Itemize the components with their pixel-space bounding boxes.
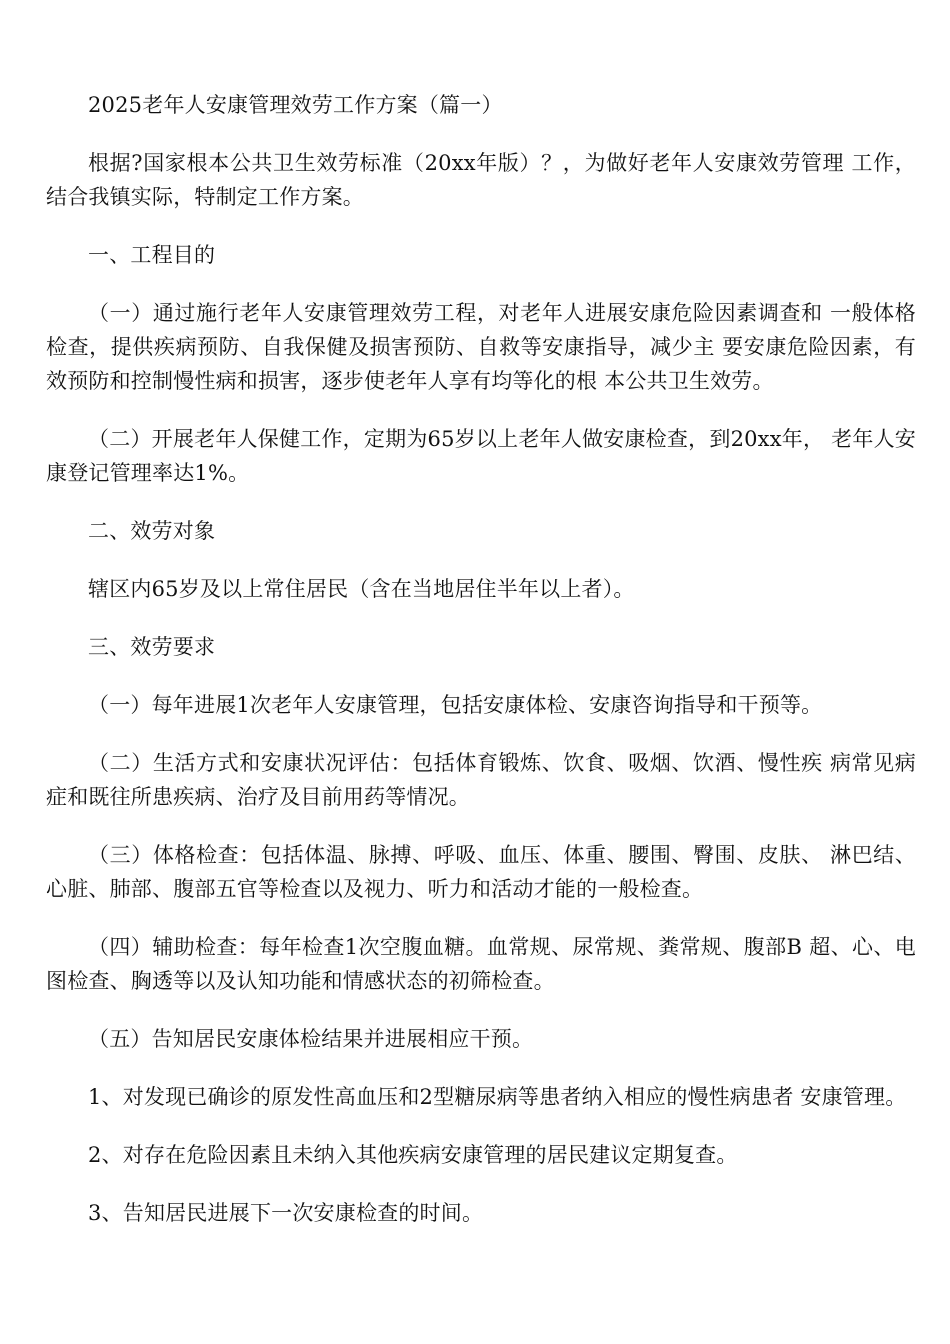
requirements-paragraph-4: （四）辅助检查：每年检查1次空腹血糖。血常规、尿常规、粪常规、腹部B 超、心、电图检查、胸透等以及认知功能和情感状态的初筛检查。 xyxy=(46,935,916,993)
requirements-paragraph-2: （二）生活方式和安康状况评估：包括体育锻炼、饮食、吸烟、饮酒、慢性疾 病常见病症和既往所患疾病、治疗及目前用药等情况。 xyxy=(46,751,916,809)
targets-paragraph: 辖区内65岁及以上常住居民（含在当地居住半年以上者）。 xyxy=(88,577,635,601)
requirements-paragraph-5: （五）告知居民安康体检结果并进展相应干预。 xyxy=(88,1027,534,1051)
document-title: 2025老年人安康管理效劳工作方案（篇一） xyxy=(88,93,503,117)
section-heading-requirements: 三、效劳要求 xyxy=(88,635,216,659)
intro-paragraph: 根据?国家根本公共卫生效劳标准（20xx年版）？，为做好老年人安康效劳管理 工作，结合我镇实际，特制定工作方案。 xyxy=(46,151,916,209)
goals-paragraph-1: （一）通过施行老年人安康管理效劳工程，对老年人进展安康危险因素调查和 一般体格检查，提供疾病预防、自我保健及损害预防、自救等安康指导，减少主 要安康危险因素，有效预防和控制慢性病和损害，逐步使老年人享有均等化的根 本公共卫生效劳。 xyxy=(46,301,916,393)
requirements-paragraph-1: （一）每年进展1次老年人安康管理，包括安康体检、安康咨询指导和干预等。 xyxy=(88,693,823,717)
requirements-item-2: 2、对存在危险因素且未纳入其他疾病安康管理的居民建议定期复查。 xyxy=(88,1143,738,1167)
requirements-paragraph-3: （三）体格检查：包括体温、脉搏、呼吸、血压、体重、腰围、臀围、皮肤、 淋巴结、心脏、肺部、腹部五官等检查以及视力、听力和活动才能的一般检查。 xyxy=(46,843,916,901)
requirements-item-3: 3、告知居民进展下一次安康检查的时间。 xyxy=(88,1201,484,1225)
goals-paragraph-2: （二）开展老年人保健工作，定期为65岁以上老年人做安康检查，到20xx年， 老年人安康登记管理率达1%。 xyxy=(46,427,916,485)
requirements-item-1: 1、对发现已确诊的原发性高血压和2型糖尿病等患者纳入相应的慢性病患者 安康管理。 xyxy=(88,1085,907,1109)
section-heading-goals: 一、工程目的 xyxy=(88,243,216,267)
section-heading-targets: 二、效劳对象 xyxy=(88,519,216,543)
